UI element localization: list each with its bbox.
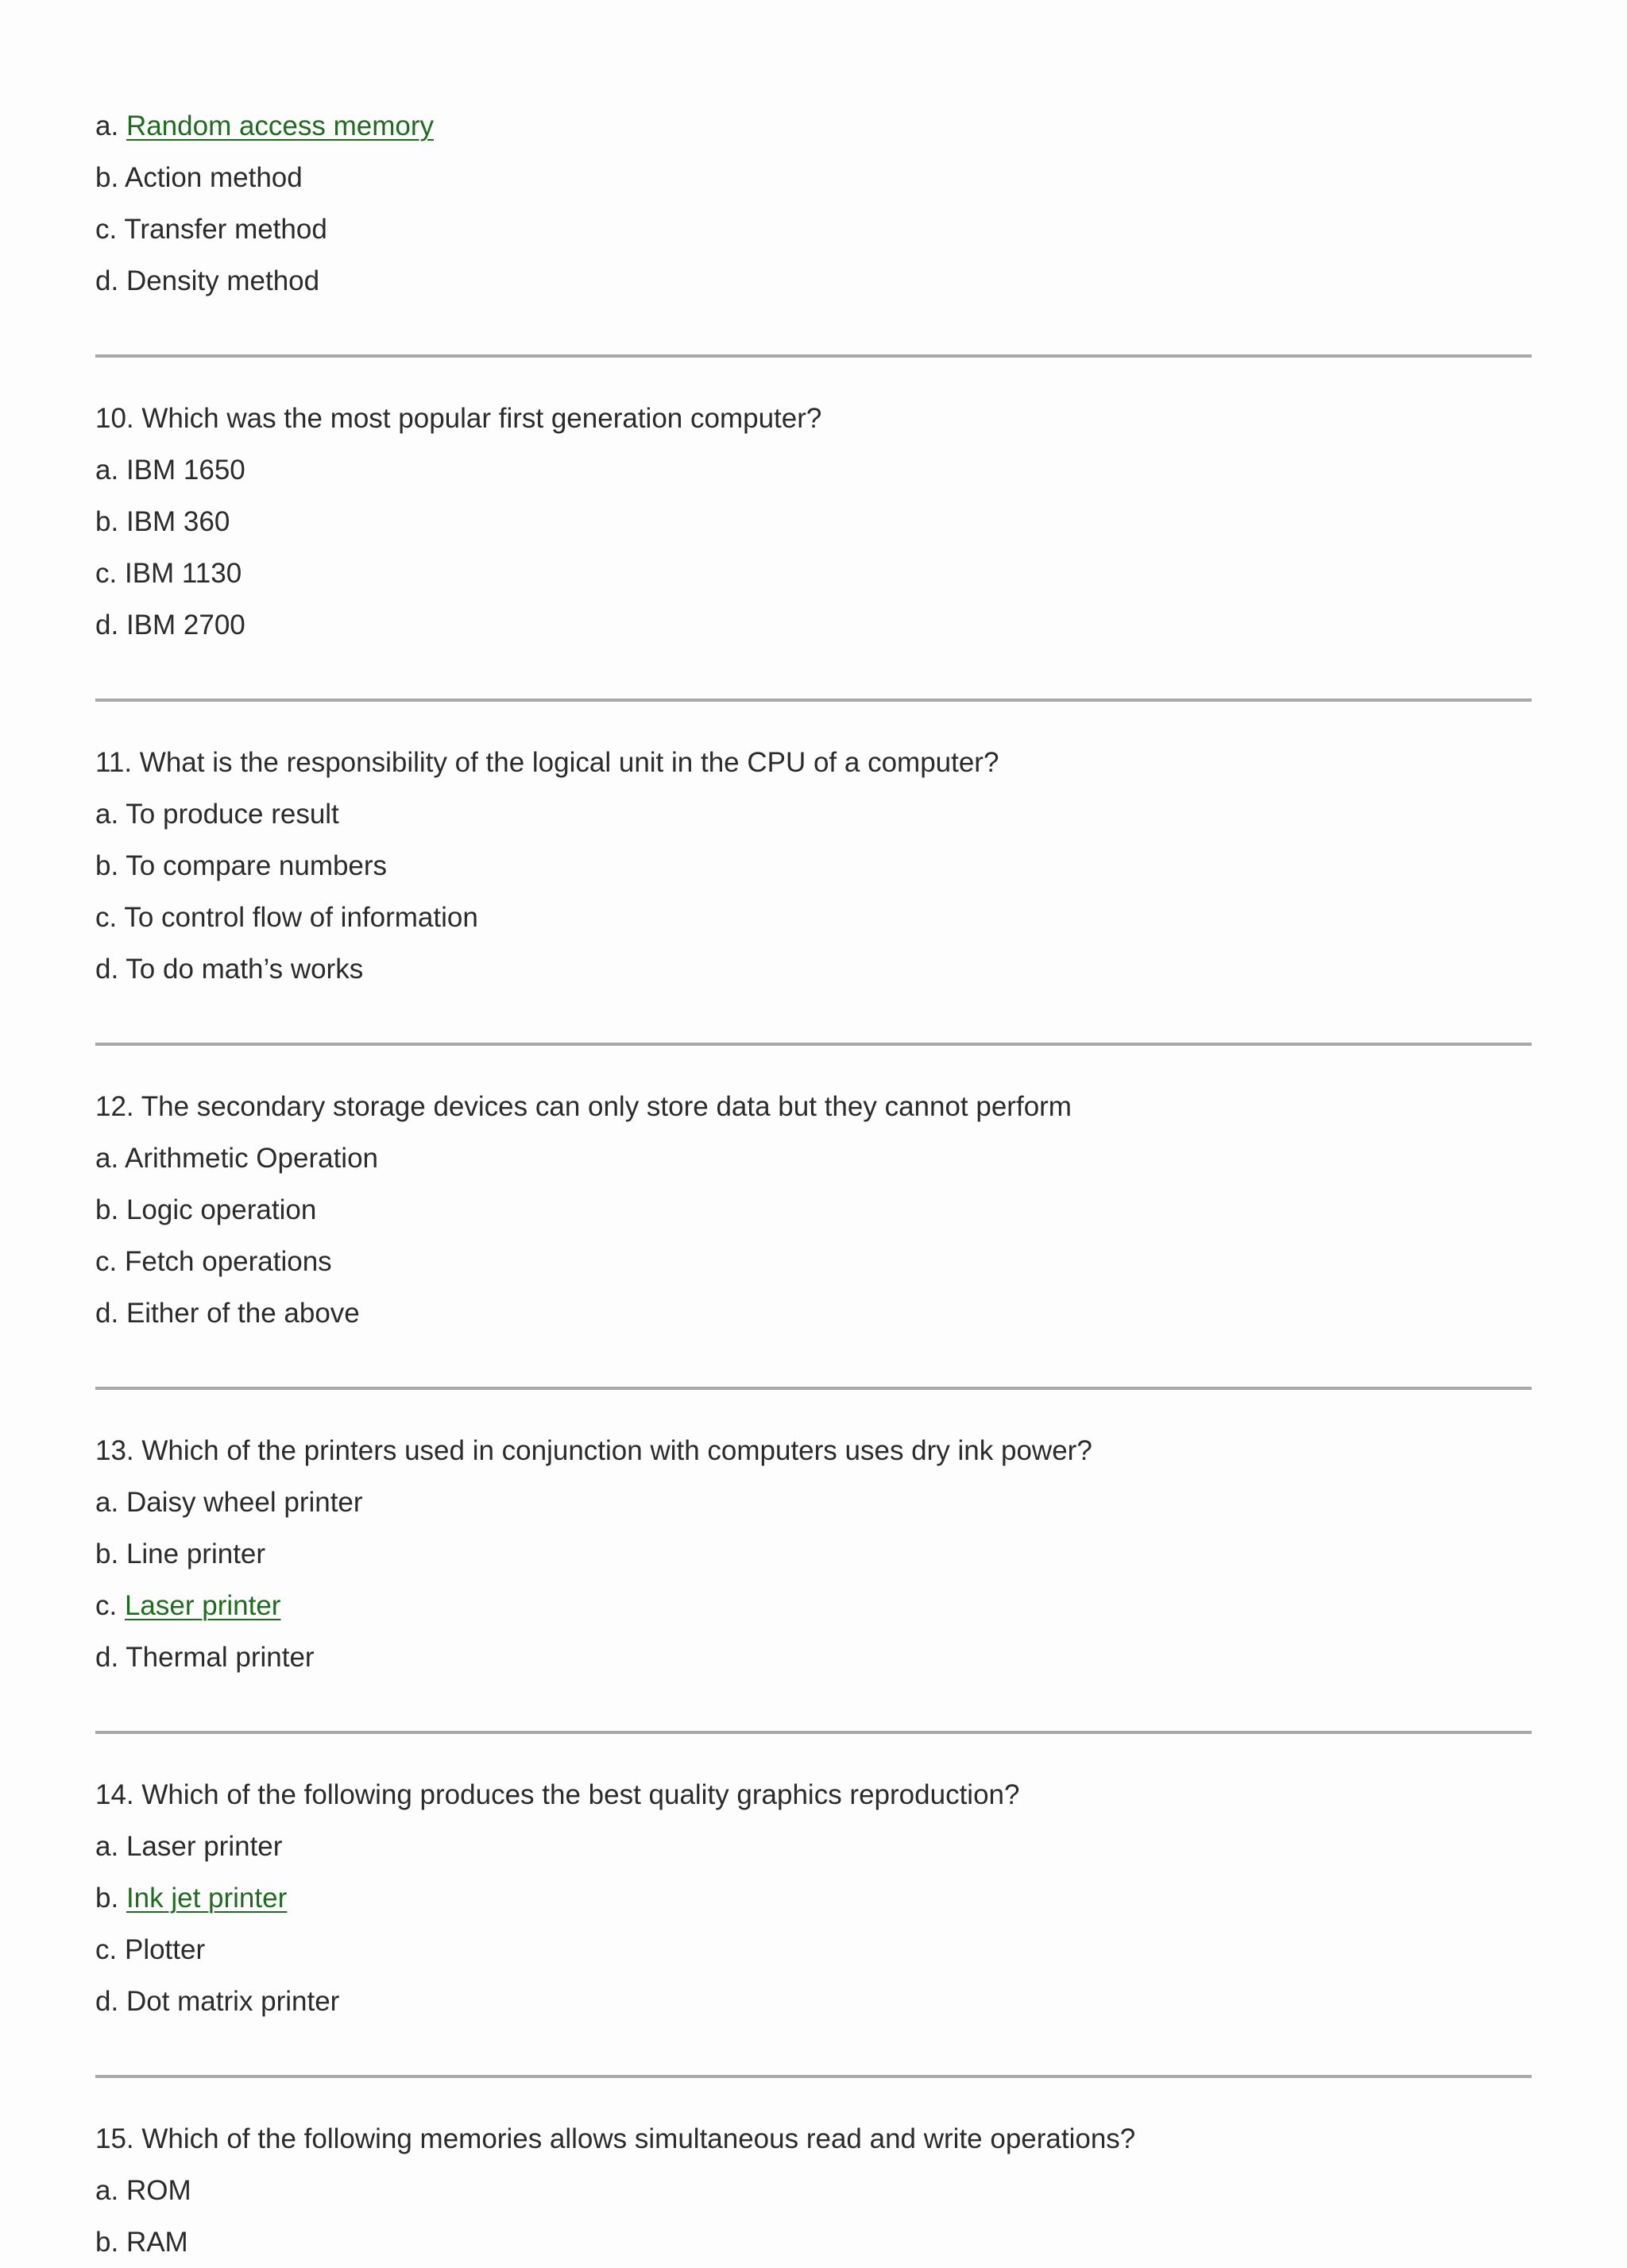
option-10b: b. IBM 360 bbox=[95, 506, 230, 537]
option-14a: a. Laser printer bbox=[95, 1831, 283, 1862]
option-9d: d. Density method bbox=[95, 265, 320, 296]
option-9a: a. Random access memory bbox=[95, 110, 435, 141]
option-13b: b. Line printer bbox=[95, 1538, 266, 1569]
question-block-15 bbox=[95, 2113, 1532, 2268]
question-block-13 bbox=[95, 1425, 1532, 1683]
question-block-10 bbox=[95, 393, 1532, 651]
option-11d: d. To do math’s works bbox=[95, 954, 364, 985]
option-9b: b. Action method bbox=[95, 162, 303, 193]
question-block-14 bbox=[95, 1769, 1532, 2027]
option-11b: b. To compare numbers bbox=[95, 850, 388, 881]
option-12d: d. Either of the above bbox=[95, 1298, 360, 1329]
option-10a: a. IBM 1650 bbox=[95, 455, 245, 486]
question-text: 12. The secondary storage devices can only store data but they cannot perform bbox=[95, 1091, 1072, 1122]
option-10d: d. IBM 2700 bbox=[95, 610, 245, 641]
answer-link[interactable]: Laser printer bbox=[124, 1590, 281, 1621]
option-11a: a. To produce result bbox=[95, 799, 339, 830]
question-text: 10. Which was the most popular first generation computer? bbox=[95, 403, 822, 434]
question-block-9-options bbox=[95, 100, 1532, 307]
answer-link[interactable]: Ink jet printer bbox=[126, 1883, 288, 1914]
option-14d: d. Dot matrix printer bbox=[95, 1986, 340, 2017]
question-text: 11. What is the responsibility of the logical unit in the CPU of a computer? bbox=[95, 747, 999, 778]
option-9c: c. Transfer method bbox=[95, 214, 327, 245]
option-12c: c. Fetch operations bbox=[95, 1246, 332, 1277]
option-12b: b. Logic operation bbox=[95, 1194, 317, 1225]
divider bbox=[95, 354, 1532, 358]
option-13a: a. Daisy wheel printer bbox=[95, 1487, 363, 1518]
option-13c: c. Laser printer bbox=[95, 1590, 281, 1621]
question-text: 13. Which of the printers used in conjunction with computers uses dry ink power? bbox=[95, 1435, 1092, 1466]
divider bbox=[95, 1043, 1532, 1046]
option-12a: a. Arithmetic Operation bbox=[95, 1143, 379, 1174]
option-14c: c. Plotter bbox=[95, 1934, 206, 1965]
option-14b: b. Ink jet printer bbox=[95, 1883, 288, 1914]
divider bbox=[95, 1387, 1532, 1390]
option-15a: a. ROM bbox=[95, 2175, 191, 2206]
option-15b: b. RAM bbox=[95, 2227, 188, 2258]
divider bbox=[95, 699, 1532, 702]
option-10c: c. IBM 1130 bbox=[95, 558, 242, 589]
divider bbox=[95, 2075, 1532, 2078]
option-11c: c. To control flow of information bbox=[95, 902, 478, 933]
question-block-12 bbox=[95, 1081, 1532, 1339]
question-text: 15. Which of the following memories allows simultaneous read and write operations? bbox=[95, 2123, 1136, 2154]
question-text: 14. Which of the following produces the best quality graphics reproduction? bbox=[95, 1779, 1020, 1810]
divider bbox=[95, 1731, 1532, 1734]
answer-link[interactable]: Random access memory bbox=[126, 110, 435, 141]
option-13d: d. Thermal printer bbox=[95, 1642, 315, 1673]
question-block-11 bbox=[95, 737, 1532, 995]
